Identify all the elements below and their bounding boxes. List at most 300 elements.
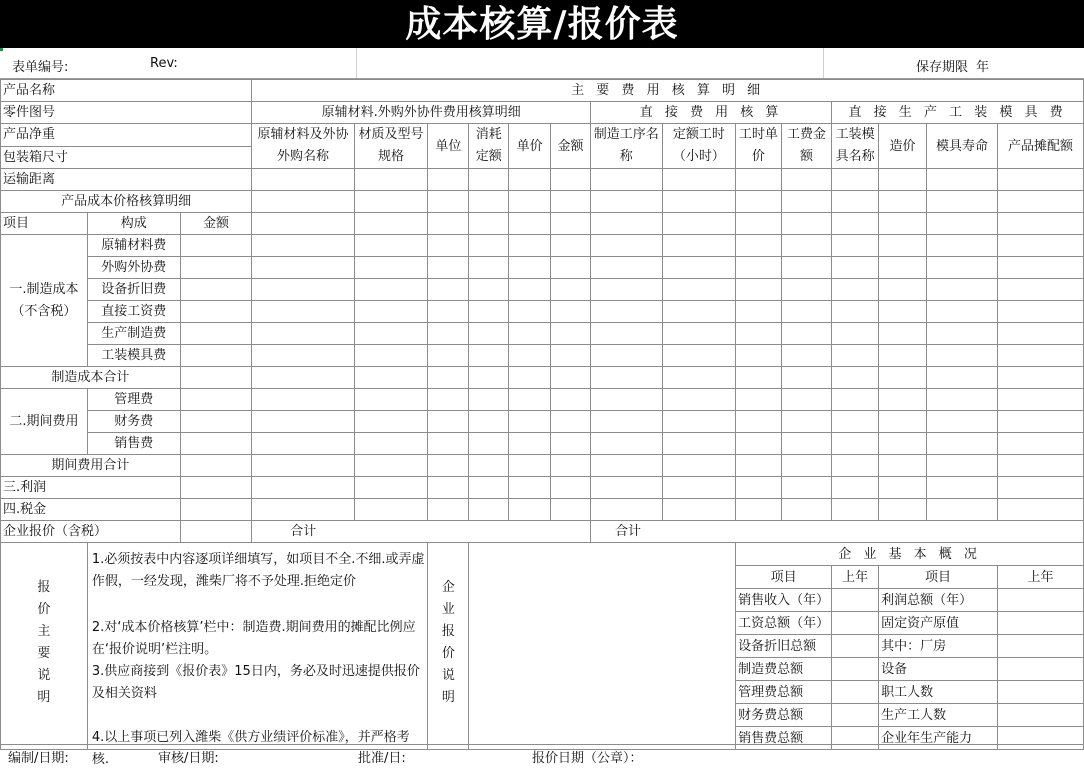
data-cell[interactable] bbox=[736, 411, 782, 433]
side-char: 明 bbox=[441, 690, 455, 705]
data-cell[interactable] bbox=[879, 389, 927, 411]
data-cell[interactable] bbox=[591, 279, 663, 301]
data-cell[interactable] bbox=[997, 455, 1083, 477]
company-item: 设备 bbox=[879, 658, 998, 681]
value-cell[interactable] bbox=[832, 681, 879, 704]
data-cell[interactable] bbox=[879, 213, 927, 235]
data-cell[interactable] bbox=[551, 499, 591, 521]
data-cell[interactable] bbox=[469, 477, 509, 499]
data-cell[interactable] bbox=[469, 455, 509, 477]
cost-col-item: 项目 bbox=[1, 213, 88, 235]
company-col-last-year: 上年 bbox=[832, 566, 879, 589]
data-cell[interactable] bbox=[879, 499, 927, 521]
data-cell[interactable] bbox=[736, 191, 782, 213]
data-cell[interactable] bbox=[927, 191, 998, 213]
side-char: 价 bbox=[37, 602, 51, 617]
amount-cell[interactable] bbox=[180, 367, 252, 389]
data-cell[interactable] bbox=[469, 301, 509, 323]
data-cell[interactable] bbox=[927, 257, 998, 279]
direct-subtotal-label: 合计 bbox=[591, 521, 1084, 543]
prepared-by-label: 编制/日期: bbox=[8, 751, 69, 766]
product-name-label: 产品名称 bbox=[1, 80, 252, 102]
data-cell[interactable] bbox=[879, 279, 927, 301]
data-cell[interactable] bbox=[736, 345, 782, 367]
data-cell[interactable] bbox=[879, 433, 927, 455]
data-cell[interactable] bbox=[428, 301, 469, 323]
material-group-header: 原辅材料.外购外协件费用核算明细 bbox=[252, 102, 591, 124]
data-cell[interactable] bbox=[736, 477, 782, 499]
data-cell[interactable] bbox=[781, 499, 831, 521]
data-cell[interactable] bbox=[781, 411, 831, 433]
data-cell[interactable] bbox=[354, 213, 428, 235]
data-cell[interactable] bbox=[736, 367, 782, 389]
data-cell[interactable] bbox=[509, 169, 551, 191]
data-cell[interactable] bbox=[832, 455, 879, 477]
data-cell[interactable] bbox=[997, 477, 1083, 499]
data-cell[interactable] bbox=[428, 367, 469, 389]
data-cell[interactable] bbox=[927, 213, 998, 235]
data-cell[interactable] bbox=[879, 455, 927, 477]
data-cell[interactable] bbox=[832, 279, 879, 301]
amount-cell[interactable] bbox=[180, 235, 252, 257]
data-cell[interactable] bbox=[469, 345, 509, 367]
value-cell[interactable] bbox=[832, 612, 879, 635]
data-cell[interactable] bbox=[879, 191, 927, 213]
data-cell[interactable] bbox=[509, 345, 551, 367]
data-cell[interactable] bbox=[832, 433, 879, 455]
data-cell[interactable] bbox=[252, 455, 354, 477]
data-cell[interactable] bbox=[736, 323, 782, 345]
data-cell[interactable] bbox=[469, 433, 509, 455]
data-cell[interactable] bbox=[252, 301, 354, 323]
data-cell[interactable] bbox=[469, 257, 509, 279]
data-cell[interactable] bbox=[354, 477, 428, 499]
data-cell[interactable] bbox=[832, 191, 879, 213]
data-cell[interactable] bbox=[879, 367, 927, 389]
data-cell[interactable] bbox=[551, 367, 591, 389]
data-cell[interactable] bbox=[509, 389, 551, 411]
data-cell[interactable] bbox=[591, 477, 663, 499]
data-cell[interactable] bbox=[832, 257, 879, 279]
data-cell[interactable] bbox=[662, 235, 736, 257]
data-cell[interactable] bbox=[428, 389, 469, 411]
data-cell[interactable] bbox=[509, 455, 551, 477]
data-cell[interactable] bbox=[927, 323, 998, 345]
mfg-item: 原辅材料费 bbox=[87, 235, 180, 257]
data-cell[interactable] bbox=[997, 235, 1083, 257]
data-cell[interactable] bbox=[832, 411, 879, 433]
data-cell[interactable] bbox=[879, 411, 927, 433]
data-cell[interactable] bbox=[927, 477, 998, 499]
price-detail-title: 产品成本价格核算明细 bbox=[1, 191, 252, 213]
period-item: 财务费 bbox=[87, 411, 180, 433]
data-cell[interactable] bbox=[927, 345, 998, 367]
data-cell[interactable] bbox=[832, 169, 879, 191]
data-cell[interactable] bbox=[879, 301, 927, 323]
rev-label: Rev: bbox=[150, 56, 178, 71]
data-cell[interactable] bbox=[509, 433, 551, 455]
data-cell[interactable] bbox=[354, 191, 428, 213]
data-cell[interactable] bbox=[428, 323, 469, 345]
data-cell[interactable] bbox=[428, 213, 469, 235]
data-cell[interactable] bbox=[509, 477, 551, 499]
col-process: 制造工序名称 bbox=[591, 124, 663, 169]
amount-cell[interactable] bbox=[180, 411, 252, 433]
data-cell[interactable] bbox=[509, 213, 551, 235]
col-alloc: 产品摊配额 bbox=[997, 124, 1083, 169]
data-cell[interactable] bbox=[832, 477, 879, 499]
data-cell[interactable] bbox=[662, 411, 736, 433]
company-notes-area[interactable] bbox=[469, 543, 736, 750]
quote-label: 企业报价（含税） bbox=[1, 521, 181, 543]
data-cell[interactable] bbox=[927, 433, 998, 455]
data-cell[interactable] bbox=[509, 367, 551, 389]
data-cell[interactable] bbox=[781, 301, 831, 323]
package-size-label: 包装箱尺寸 bbox=[1, 146, 252, 169]
data-cell[interactable] bbox=[591, 499, 663, 521]
side-char: 主 bbox=[37, 624, 51, 639]
value-cell[interactable] bbox=[832, 704, 879, 727]
value-cell[interactable] bbox=[997, 681, 1083, 704]
data-cell[interactable] bbox=[781, 169, 831, 191]
value-cell[interactable] bbox=[832, 589, 879, 612]
data-cell[interactable] bbox=[428, 191, 469, 213]
data-cell[interactable] bbox=[997, 345, 1083, 367]
data-cell[interactable] bbox=[927, 499, 998, 521]
data-cell[interactable] bbox=[551, 477, 591, 499]
data-cell[interactable] bbox=[591, 389, 663, 411]
data-cell[interactable] bbox=[591, 345, 663, 367]
data-cell[interactable] bbox=[662, 323, 736, 345]
data-cell[interactable] bbox=[354, 279, 428, 301]
data-cell[interactable] bbox=[832, 235, 879, 257]
data-cell[interactable] bbox=[428, 455, 469, 477]
note-item: 2.对‘成本价格核算’栏中：制造费.期间费用的摊配比例应在‘报价说明’栏注明。 bbox=[91, 620, 416, 657]
data-cell[interactable] bbox=[354, 257, 428, 279]
data-cell[interactable] bbox=[551, 279, 591, 301]
page-title: 成本核算/报价表 bbox=[0, 0, 1084, 48]
tax-label: 四.税金 bbox=[1, 499, 181, 521]
data-cell[interactable] bbox=[662, 499, 736, 521]
data-cell[interactable] bbox=[736, 279, 782, 301]
data-cell[interactable] bbox=[551, 323, 591, 345]
data-cell[interactable] bbox=[997, 301, 1083, 323]
period-total-label: 期间费用合计 bbox=[1, 455, 181, 477]
col-material-name: 原辅材料及外协外购名称 bbox=[252, 124, 354, 169]
data-cell[interactable] bbox=[781, 477, 831, 499]
data-cell[interactable] bbox=[509, 257, 551, 279]
data-cell[interactable] bbox=[354, 323, 428, 345]
data-cell[interactable] bbox=[509, 301, 551, 323]
period-item: 销售费 bbox=[87, 433, 180, 455]
amount-cell[interactable] bbox=[180, 323, 252, 345]
data-cell[interactable] bbox=[551, 411, 591, 433]
data-cell[interactable] bbox=[551, 213, 591, 235]
data-cell[interactable] bbox=[509, 279, 551, 301]
data-cell[interactable] bbox=[428, 257, 469, 279]
data-cell[interactable] bbox=[509, 323, 551, 345]
data-cell[interactable] bbox=[428, 499, 469, 521]
data-cell[interactable] bbox=[591, 455, 663, 477]
data-cell[interactable] bbox=[662, 345, 736, 367]
col-hour-price: 工时单价 bbox=[736, 124, 782, 169]
data-cell[interactable] bbox=[736, 433, 782, 455]
data-cell[interactable] bbox=[252, 235, 354, 257]
amount-cell[interactable] bbox=[180, 279, 252, 301]
profit-label: 三.利润 bbox=[1, 477, 181, 499]
data-cell[interactable] bbox=[662, 279, 736, 301]
data-cell[interactable] bbox=[997, 411, 1083, 433]
value-cell[interactable] bbox=[832, 658, 879, 681]
value-cell[interactable] bbox=[832, 635, 879, 658]
col-unit-price: 单价 bbox=[509, 124, 551, 169]
data-cell[interactable] bbox=[662, 191, 736, 213]
quote-notes-side-label bbox=[1, 543, 88, 750]
data-cell[interactable] bbox=[736, 301, 782, 323]
side-char: 业 bbox=[441, 602, 455, 617]
data-cell[interactable] bbox=[509, 191, 551, 213]
data-cell[interactable] bbox=[469, 169, 509, 191]
data-cell[interactable] bbox=[591, 169, 663, 191]
company-item: 生产工人数 bbox=[879, 704, 998, 727]
period-cost-label: 二.期间费用 bbox=[1, 389, 88, 455]
data-cell[interactable] bbox=[879, 169, 927, 191]
signature-footer bbox=[0, 744, 1084, 767]
data-cell[interactable] bbox=[736, 257, 782, 279]
data-cell[interactable] bbox=[551, 257, 591, 279]
part-drawing-label: 零件图号 bbox=[1, 102, 252, 124]
company-col-item: 项目 bbox=[879, 566, 998, 589]
data-cell[interactable] bbox=[252, 499, 354, 521]
col-amount: 金额 bbox=[551, 124, 591, 169]
data-cell[interactable] bbox=[252, 477, 354, 499]
data-cell[interactable] bbox=[927, 279, 998, 301]
data-cell[interactable] bbox=[354, 433, 428, 455]
data-cell[interactable] bbox=[927, 455, 998, 477]
amount-cell[interactable] bbox=[180, 521, 252, 543]
data-cell[interactable] bbox=[551, 191, 591, 213]
data-cell[interactable] bbox=[252, 213, 354, 235]
data-cell[interactable] bbox=[252, 411, 354, 433]
data-cell[interactable] bbox=[252, 389, 354, 411]
amount-cell[interactable] bbox=[180, 345, 252, 367]
data-cell[interactable] bbox=[469, 235, 509, 257]
data-cell[interactable] bbox=[832, 323, 879, 345]
company-col-item: 项目 bbox=[736, 566, 832, 589]
data-cell[interactable] bbox=[927, 389, 998, 411]
data-cell[interactable] bbox=[469, 411, 509, 433]
data-cell[interactable] bbox=[428, 235, 469, 257]
data-cell[interactable] bbox=[591, 323, 663, 345]
data-cell[interactable] bbox=[832, 213, 879, 235]
data-cell[interactable] bbox=[927, 235, 998, 257]
data-cell[interactable] bbox=[551, 389, 591, 411]
data-cell[interactable] bbox=[927, 367, 998, 389]
data-cell[interactable] bbox=[551, 235, 591, 257]
data-cell[interactable] bbox=[354, 345, 428, 367]
data-cell[interactable] bbox=[879, 477, 927, 499]
data-cell[interactable] bbox=[469, 279, 509, 301]
data-cell[interactable] bbox=[469, 191, 509, 213]
data-cell[interactable] bbox=[252, 323, 354, 345]
data-cell[interactable] bbox=[252, 279, 354, 301]
data-cell[interactable] bbox=[551, 301, 591, 323]
data-cell[interactable] bbox=[927, 169, 998, 191]
data-cell[interactable] bbox=[469, 367, 509, 389]
data-cell[interactable] bbox=[354, 411, 428, 433]
company-item: 销售费总额 bbox=[736, 727, 832, 750]
data-cell[interactable] bbox=[736, 499, 782, 521]
value-cell[interactable] bbox=[997, 589, 1083, 612]
data-cell[interactable] bbox=[354, 301, 428, 323]
data-cell[interactable] bbox=[832, 345, 879, 367]
data-cell[interactable] bbox=[469, 499, 509, 521]
data-cell[interactable] bbox=[252, 191, 354, 213]
data-cell[interactable] bbox=[662, 367, 736, 389]
data-cell[interactable] bbox=[662, 455, 736, 477]
data-cell[interactable] bbox=[662, 213, 736, 235]
data-cell[interactable] bbox=[428, 433, 469, 455]
data-cell[interactable] bbox=[781, 345, 831, 367]
data-cell[interactable] bbox=[781, 257, 831, 279]
data-cell[interactable] bbox=[662, 169, 736, 191]
data-cell[interactable] bbox=[509, 235, 551, 257]
company-item: 管理费总额 bbox=[736, 681, 832, 704]
data-cell[interactable] bbox=[354, 499, 428, 521]
mfg-item: 外购外协费 bbox=[87, 257, 180, 279]
data-cell[interactable] bbox=[252, 367, 354, 389]
amount-cell[interactable] bbox=[180, 455, 252, 477]
data-cell[interactable] bbox=[879, 235, 927, 257]
data-cell[interactable] bbox=[428, 279, 469, 301]
col-tool-name: 工装模具名称 bbox=[832, 124, 879, 169]
data-cell[interactable] bbox=[469, 213, 509, 235]
data-cell[interactable] bbox=[781, 455, 831, 477]
data-cell[interactable] bbox=[591, 235, 663, 257]
value-cell[interactable] bbox=[997, 704, 1083, 727]
data-cell[interactable] bbox=[591, 301, 663, 323]
data-cell[interactable] bbox=[469, 323, 509, 345]
data-cell[interactable] bbox=[781, 433, 831, 455]
data-cell[interactable] bbox=[509, 411, 551, 433]
data-cell[interactable] bbox=[591, 213, 663, 235]
note-item: 3.供应商接到《报价表》15日内，务必及时迅速提供报价及相关资料 bbox=[91, 664, 420, 701]
data-cell[interactable] bbox=[879, 345, 927, 367]
data-cell[interactable] bbox=[252, 345, 354, 367]
data-cell[interactable] bbox=[997, 213, 1083, 235]
data-cell[interactable] bbox=[591, 257, 663, 279]
data-cell[interactable] bbox=[736, 213, 782, 235]
data-cell[interactable] bbox=[551, 169, 591, 191]
data-cell[interactable] bbox=[354, 455, 428, 477]
data-cell[interactable] bbox=[832, 389, 879, 411]
note-item: 1.必须按表中内容逐项详细填写，如项目不全.不细.或弄虚作假，一经发现，潍柴厂将不予处理.拒绝定价 bbox=[91, 552, 425, 589]
data-cell[interactable] bbox=[469, 389, 509, 411]
amount-cell[interactable] bbox=[180, 433, 252, 455]
form-header-row bbox=[0, 48, 1084, 79]
data-cell[interactable] bbox=[997, 279, 1083, 301]
value-cell[interactable] bbox=[997, 612, 1083, 635]
data-cell[interactable] bbox=[591, 433, 663, 455]
data-cell[interactable] bbox=[879, 323, 927, 345]
data-cell[interactable] bbox=[591, 367, 663, 389]
data-cell[interactable] bbox=[428, 345, 469, 367]
amount-cell[interactable] bbox=[180, 499, 252, 521]
data-cell[interactable] bbox=[252, 257, 354, 279]
data-cell[interactable] bbox=[997, 367, 1083, 389]
data-cell[interactable] bbox=[832, 367, 879, 389]
data-cell[interactable] bbox=[551, 345, 591, 367]
company-item: 财务费总额 bbox=[736, 704, 832, 727]
data-cell[interactable] bbox=[354, 389, 428, 411]
amount-cell[interactable] bbox=[180, 477, 252, 499]
data-cell[interactable] bbox=[428, 477, 469, 499]
data-cell[interactable] bbox=[997, 499, 1083, 521]
data-cell[interactable] bbox=[591, 411, 663, 433]
company-item: 工资总额（年） bbox=[736, 612, 832, 635]
data-cell[interactable] bbox=[551, 455, 591, 477]
value-cell[interactable] bbox=[997, 635, 1083, 658]
data-cell[interactable] bbox=[997, 257, 1083, 279]
company-notes-side-label bbox=[428, 543, 469, 750]
data-cell[interactable] bbox=[781, 279, 831, 301]
data-cell[interactable] bbox=[781, 323, 831, 345]
data-cell[interactable] bbox=[997, 389, 1083, 411]
data-cell[interactable] bbox=[252, 433, 354, 455]
data-cell[interactable] bbox=[736, 169, 782, 191]
data-cell[interactable] bbox=[428, 169, 469, 191]
data-cell[interactable] bbox=[551, 433, 591, 455]
data-cell[interactable] bbox=[662, 389, 736, 411]
data-cell[interactable] bbox=[997, 169, 1083, 191]
data-cell[interactable] bbox=[781, 367, 831, 389]
data-cell[interactable] bbox=[997, 323, 1083, 345]
data-cell[interactable] bbox=[354, 367, 428, 389]
data-cell[interactable] bbox=[428, 411, 469, 433]
amount-cell[interactable] bbox=[180, 301, 252, 323]
data-cell[interactable] bbox=[354, 235, 428, 257]
data-cell[interactable] bbox=[781, 191, 831, 213]
data-cell[interactable] bbox=[354, 169, 428, 191]
amount-cell[interactable] bbox=[180, 389, 252, 411]
data-cell[interactable] bbox=[662, 433, 736, 455]
data-cell[interactable] bbox=[736, 235, 782, 257]
value-cell[interactable] bbox=[997, 658, 1083, 681]
data-cell[interactable] bbox=[832, 499, 879, 521]
data-cell[interactable] bbox=[832, 301, 879, 323]
col-life: 模具寿命 bbox=[927, 124, 998, 169]
amount-cell[interactable] bbox=[180, 257, 252, 279]
data-cell[interactable] bbox=[736, 455, 782, 477]
data-cell[interactable] bbox=[997, 433, 1083, 455]
data-cell[interactable] bbox=[662, 477, 736, 499]
data-cell[interactable] bbox=[736, 389, 782, 411]
company-item: 固定资产原值 bbox=[879, 612, 998, 635]
col-labor-amount: 工费金额 bbox=[781, 124, 831, 169]
data-cell[interactable] bbox=[927, 301, 998, 323]
data-cell[interactable] bbox=[252, 169, 354, 191]
data-cell[interactable] bbox=[509, 499, 551, 521]
data-cell[interactable] bbox=[662, 301, 736, 323]
data-cell[interactable] bbox=[879, 257, 927, 279]
data-cell[interactable] bbox=[781, 389, 831, 411]
data-cell[interactable] bbox=[781, 213, 831, 235]
data-cell[interactable] bbox=[781, 235, 831, 257]
data-cell[interactable] bbox=[927, 411, 998, 433]
data-cell[interactable] bbox=[997, 191, 1083, 213]
data-cell[interactable] bbox=[662, 257, 736, 279]
data-cell[interactable] bbox=[591, 191, 663, 213]
